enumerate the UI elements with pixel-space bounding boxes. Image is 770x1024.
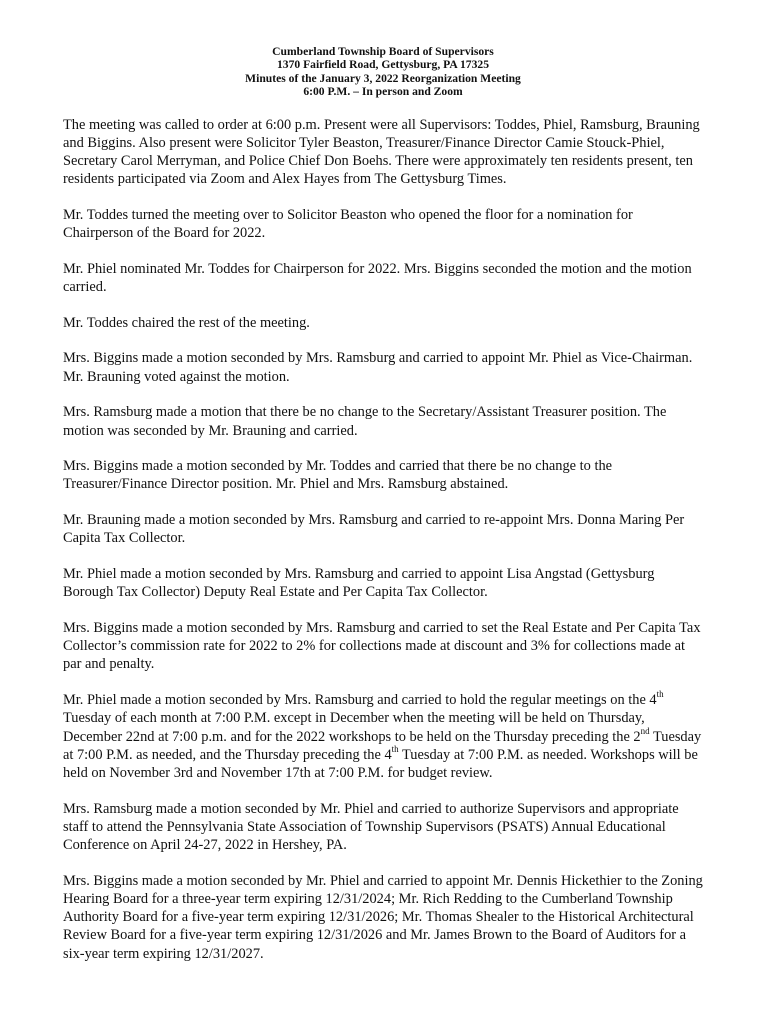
- paragraph-meeting-schedule: [63, 691, 703, 782]
- superscript-nd: nd: [640, 725, 650, 736]
- meeting-schedule-text-b: Tuesday of each month at 7:00 P.M. except in December when the meeting will be held on Thursday, December 22nd at 7:00 p.m. and for the 2022 workshops to be held on the Thursday preceding the 2: [63, 710, 645, 745]
- document-header: [63, 45, 703, 99]
- paragraph-board-appointments: Mrs. Biggins made a motion seconded by Mr. Phiel and carried to appoint Mr. Dennis Hickethier to the Zoning Hearing Board for a three-year term expiring 12/31/2024; Mr. Rich Redding to the Cumberland Township Authority Board for a five-year term expiring 12/31/2026; Mr. Thomas Shealer to the Historical Architectural Review Board for a five-year term expiring 12/31/2026 and Mr. James Brown to the Board of Auditors for a six-year term expiring 12/31/2027.: [63, 872, 703, 962]
- superscript-th: th: [391, 743, 399, 754]
- paragraph-deputy-tax-collector: Mr. Phiel made a motion seconded by Mrs. Ramsburg and carried to appoint Lisa Angstad (Gettysburg Borough Tax Collector) Deputy Real Estate and Per Capita Tax Collector.: [63, 566, 655, 601]
- paragraph-chair-nomination: Mr. Phiel nominated Mr. Toddes for Chairperson for 2022. Mrs. Biggins seconded the motion and the motion carried.: [63, 260, 692, 296]
- superscript-th: th: [656, 689, 664, 700]
- header-time: 6:00 P.M. – In person and Zoom: [303, 85, 463, 99]
- meeting-schedule-text-a: Mr. Phiel made a motion seconded by Mrs. Ramsburg and carried to hold the regular meetings on the 4: [63, 692, 657, 709]
- paragraph-nomination-floor: Mr. Toddes turned the meeting over to Solicitor Beaston who opened the floor for a nomination for Chairperson of the Board for 2022.: [63, 206, 633, 242]
- header-title: Cumberland Township Board of Supervisors: [272, 45, 494, 58]
- paragraph-chair-meeting: Mr. Toddes chaired the rest of the meeting.: [63, 314, 310, 331]
- paragraph-call-to-order: The meeting was called to order at 6:00 p.m. Present were all Supervisors: Toddes, Phiel, Ramsburg, Brauning and Biggins. Also present were Solicitor Tyler Beaston, Treasurer/Finance Director Camie Stouck-Phiel, Secretary Carol Merryman, and Police Chief Don Boehs. There were approximately ten residents present, ten residents participated via Zoom and Alex Hayes from The Gettysburg Times.: [63, 116, 700, 188]
- paragraph-treasurer-position: Mrs. Biggins made a motion seconded by Mr. Toddes and carried that there be no change to the Treasurer/Finance Director position. Mr. Phiel and Mrs. Ramsburg abstained.: [63, 458, 613, 493]
- paragraph-tax-collector: Mr. Brauning made a motion seconded by Mrs. Ramsburg and carried to re-appoint Mrs. Donna Maring Per Capita Tax Collector.: [63, 512, 685, 547]
- paragraph-secretary-position: Mrs. Ramsburg made a motion that there be no change to the Secretary/Assistant Treasurer position. The motion was seconded by Mr. Brauning and carried.: [63, 404, 667, 439]
- paragraph-commission-rate: Mrs. Biggins made a motion seconded by Mrs. Ramsburg and carried to set the Real Estate and Per Capita Tax Collector’s commission rate for 2022 to 2% for collections made at discount and 3% for collections made at par and penalty.: [63, 619, 701, 673]
- document-page: [63, 45, 703, 980]
- paragraph-vice-chair: Mrs. Biggins made a motion seconded by Mrs. Ramsburg and carried to appoint Mr. Phiel as Vice-Chairman. Mr. Brauning voted against the motion.: [63, 350, 693, 385]
- meeting-schedule-text-c: Tuesday at 7:00 P.M. as needed, and the Thursday preceding the 4: [63, 728, 702, 763]
- header-meeting-title: Minutes of the January 3, 2022 Reorganization Meeting: [245, 71, 521, 85]
- meeting-schedule-text-d: Tuesday at 7:00 P.M. as needed. Workshops will be held on November 3rd and November 17th at 7:00 P.M. for budget review.: [63, 746, 698, 781]
- paragraph-psats-conference: Mrs. Ramsburg made a motion seconded by Mr. Phiel and carried to authorize Supervisors and appropriate staff to attend the Pennsylvania State Association of Township Supervisors (PSATS) Annual Educational Conference on April 24-27, 2022 in Hershey, PA.: [63, 800, 679, 854]
- header-address: 1370 Fairfield Road, Gettysburg, PA 17325: [276, 58, 489, 72]
